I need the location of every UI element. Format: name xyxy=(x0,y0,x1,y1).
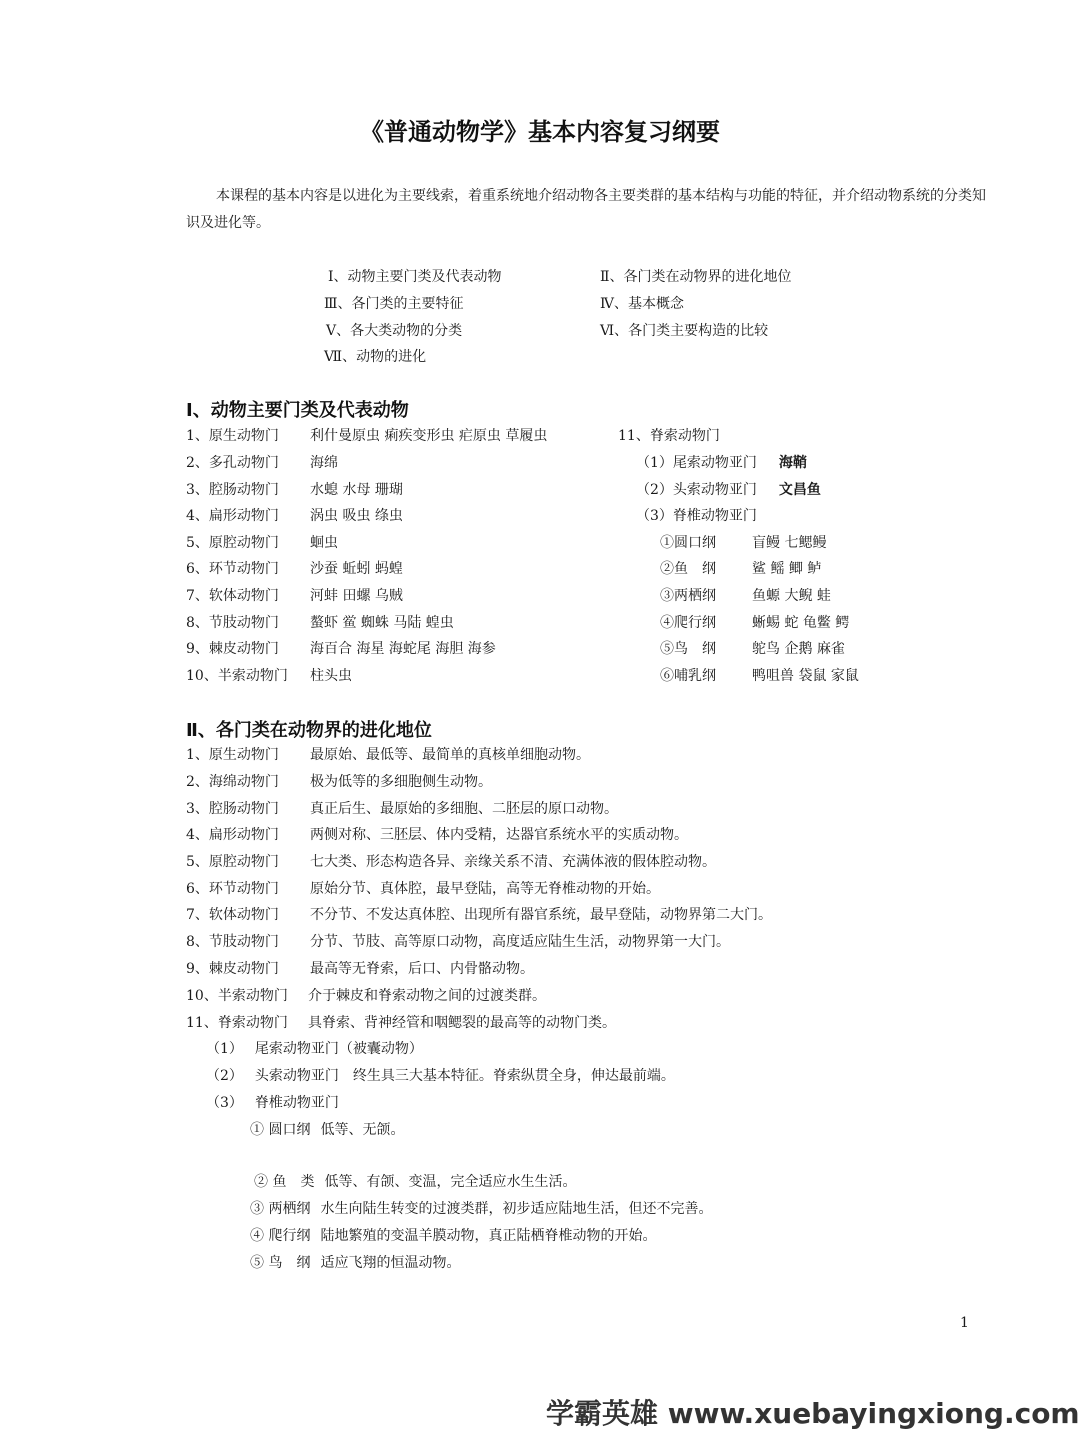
list-item: 5、原腔动物门 七大类、形态构造各异、亲缘关系不清、充满体液的假体腔动物。 xyxy=(186,854,716,870)
list-item: ②鱼 纲 鲨 鳐 鲫 鲈 xyxy=(660,561,822,577)
list-item: 8、节肢动物门 分节、节肢、高等原口动物，高度适应陆生生活，动物界第一大门。 xyxy=(186,934,730,950)
list-item: ③两栖纲 鱼螈 大鲵 蛙 xyxy=(660,588,831,604)
list-item: 6、环节动物门 沙蚕 蚯蚓 蚂蝗 xyxy=(186,561,403,577)
list-item: ③ 两栖纲 水生向陆生转变的过渡类群，初步适应陆地生活，但还不完善。 xyxy=(250,1201,713,1217)
list-item: 3、腔肠动物门 水螅 水母 珊瑚 xyxy=(186,482,403,498)
list-item: 10、半索动物门 介于棘皮和脊索动物之间的过渡类群。 xyxy=(186,988,546,1004)
list-item: 11、脊索动物门 xyxy=(618,428,720,444)
list-item: ② 鱼 类 低等、有颌、变温，完全适应水生生活。 xyxy=(254,1174,577,1190)
list-item: 4、扁形动物门 涡虫 吸虫 绦虫 xyxy=(186,508,403,524)
list-item: ①圆口纲 盲鳗 七鳃鳗 xyxy=(660,535,827,551)
list-item: 2、海绵动物门 极为低等的多细胞侧生动物。 xyxy=(186,774,492,790)
toc-item-5: Ⅴ、各大类动物的分类 xyxy=(326,323,463,339)
page-title: 《普通动物学》基本内容复习纲要 xyxy=(360,118,720,146)
list-item: （3） 脊椎动物亚门 xyxy=(206,1095,339,1111)
list-item: 9、棘皮动物门 最高等无脊索，后口、内骨骼动物。 xyxy=(186,961,534,977)
list-item: ⑤鸟 纲 鸵鸟 企鹅 麻雀 xyxy=(660,641,845,657)
list-item: 7、软体动物门 不分节、不发达真体腔、出现所有器官系统，最早登陆，动物界第二大门。 xyxy=(186,907,772,923)
list-item: （2） 头索动物亚门 终生具三大基本特征。脊索纵贯全身，伸达最前端。 xyxy=(206,1068,675,1084)
toc-item-2: Ⅱ、各门类在动物界的进化地位 xyxy=(600,269,792,285)
list-item: 2、多孔动物门 海绵 xyxy=(186,455,338,471)
list-item: ④ 爬行纲 陆地繁殖的变温羊膜动物，真正陆栖脊椎动物的开始。 xyxy=(250,1228,657,1244)
toc-item-7: Ⅶ、动物的进化 xyxy=(324,349,427,365)
toc-item-3: Ⅲ、各门类的主要特征 xyxy=(324,296,464,312)
site-watermark: 学霸英雄 www.xuebayingxiong.com xyxy=(546,1397,1080,1430)
list-item: 6、环节动物门 原始分节、真体腔，最早登陆，高等无脊椎动物的开始。 xyxy=(186,881,660,897)
section2-heading: Ⅱ、各门类在动物界的进化地位 xyxy=(186,720,432,741)
list-item: ④爬行纲 蜥蜴 蛇 龟鳖 鳄 xyxy=(660,615,850,631)
section1-heading: Ⅰ、动物主要门类及代表动物 xyxy=(186,400,409,421)
list-item: （2）头索动物亚门 文昌鱼 xyxy=(636,482,821,498)
list-item: 5、原腔动物门 蛔虫 xyxy=(186,535,338,551)
list-item: 3、腔肠动物门 真正后生、最原始的多细胞、二胚层的原口动物。 xyxy=(186,801,618,817)
list-item: 1、原生动物门 利什曼原虫 痢疾变形虫 疟原虫 草履虫 xyxy=(186,428,548,444)
page-number: 1 xyxy=(960,1315,969,1331)
toc-item-4: Ⅳ、基本概念 xyxy=(600,296,684,312)
list-item: （1） 尾索动物亚门（被囊动物） xyxy=(206,1041,423,1057)
list-item: ① 圆口纲 低等、无颌。 xyxy=(250,1122,405,1138)
list-item: 9、棘皮动物门 海百合 海星 海蛇尾 海胆 海参 xyxy=(186,641,496,657)
toc-item-6: Ⅵ、各门类主要构造的比较 xyxy=(600,323,769,339)
list-item: 11、脊索动物门 具脊索、背神经管和咽鳃裂的最高等的动物门类。 xyxy=(186,1015,616,1031)
list-item: ⑤ 鸟 纲 适应飞翔的恒温动物。 xyxy=(250,1255,461,1271)
list-item: 8、节肢动物门 螯虾 鲎 蜘蛛 马陆 蝗虫 xyxy=(186,615,454,631)
list-item: 7、软体动物门 河蚌 田螺 乌贼 xyxy=(186,588,403,604)
list-item: （1）尾索动物亚门 海鞘 xyxy=(636,455,807,471)
intro-paragraph: 本课程的基本内容是以进化为主要线索，着重系统地介绍动物各主要类群的基本结构与功能的特征，并介绍动物系统的分类知识及进化等。 xyxy=(186,188,986,231)
list-item: 1、原生动物门 最原始、最低等、最简单的真核单细胞动物。 xyxy=(186,747,590,763)
list-item: 10、半索动物门 柱头虫 xyxy=(186,668,352,684)
toc-item-1: Ⅰ、动物主要门类及代表动物 xyxy=(328,269,502,285)
list-item: ⑥哺乳纲 鸭咀兽 袋鼠 家鼠 xyxy=(660,668,859,684)
list-item: （3）脊椎动物亚门 xyxy=(636,508,757,524)
list-item: 4、扁形动物门 两侧对称、三胚层、体内受精，达器官系统水平的实质动物。 xyxy=(186,827,688,843)
